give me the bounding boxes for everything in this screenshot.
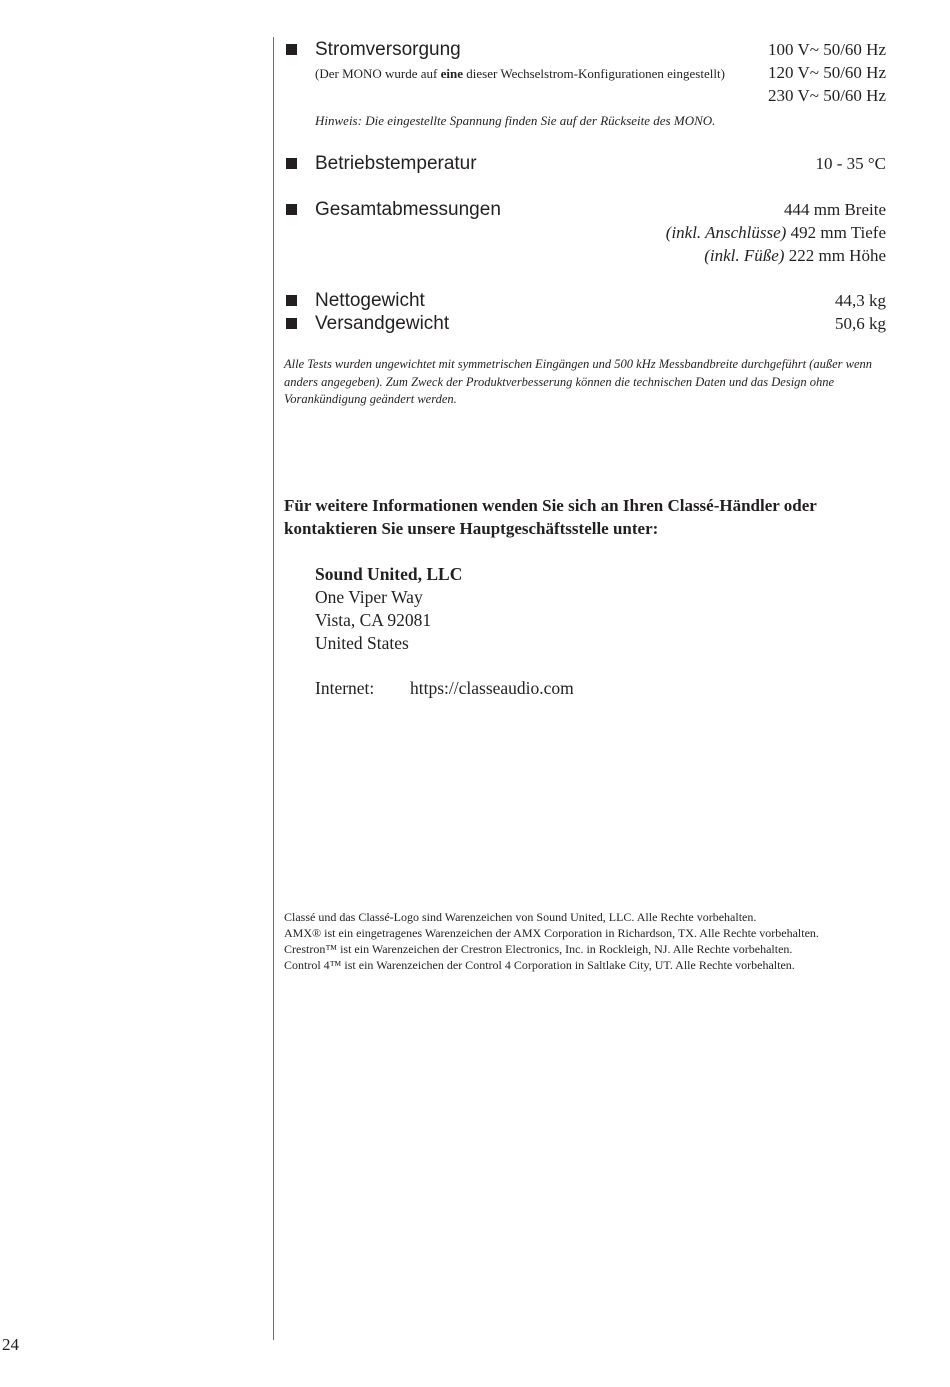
dimensions-title: Gesamtabmessungen — [315, 199, 501, 220]
internet-label: Internet: — [315, 678, 375, 698]
contact-street: One Viper Way — [315, 587, 423, 607]
contact-country: United States — [315, 633, 409, 653]
dimensions-width: 444 mm Breite — [784, 200, 886, 219]
temperature-title: Betriebstemperatur — [315, 153, 477, 174]
contact-city: Vista, CA 92081 — [315, 610, 432, 630]
power-hint: Hinweis: Die eingestellte Spannung finden Sie auf der Rückseite des MONO. — [315, 113, 716, 128]
power-note: (Der MONO wurde auf eine dieser Wechselstrom-Konfigurationen eingestellt) — [315, 66, 725, 81]
temperature-value: 10 - 35 °C — [815, 154, 886, 173]
legal-line: Control 4™ ist ein Warenzeichen der Control 4 Corporation in Saltlake City, UT. Alle Rechte vorbehalten. — [284, 958, 795, 972]
bullet-icon — [286, 204, 297, 215]
vertical-rule — [273, 37, 274, 1340]
bullet-icon — [286, 158, 297, 169]
page-number: 24 — [2, 1335, 19, 1354]
bullet-icon — [286, 318, 297, 329]
bullet-icon — [286, 295, 297, 306]
legal-line: Crestron™ ist ein Warenzeichen der Crestron Electronics, Inc. in Rockleigh, NJ. Alle Rechte vorbehalten. — [284, 942, 793, 956]
power-value-3: 230 V~ 50/60 Hz — [768, 86, 886, 105]
dimensions-depth: (inkl. Anschlüsse) 492 mm Tiefe — [665, 223, 886, 242]
power-value-2: 120 V~ 50/60 Hz — [768, 63, 886, 82]
dimensions-height: (inkl. Füße) 222 mm Höhe — [704, 246, 886, 265]
legal-line: AMX® ist ein eingetragenes Warenzeichen der AMX Corporation in Richardson, TX. Alle Rechte vorbehalten. — [284, 926, 819, 940]
legal-line: Classé und das Classé-Logo sind Warenzeichen von Sound United, LLC. Alle Rechte vorbehalten. — [284, 910, 757, 924]
internet-link[interactable]: https://classeaudio.com — [410, 678, 574, 698]
shipping-weight-title: Versandgewicht — [315, 313, 450, 334]
contact-company: Sound United, LLC — [315, 564, 463, 584]
power-value-1: 100 V~ 50/60 Hz — [768, 40, 886, 59]
bullet-icon — [286, 44, 297, 55]
net-weight-title: Nettogewicht — [315, 290, 425, 311]
net-weight-value: 44,3 kg — [835, 291, 886, 310]
test-note: Alle Tests wurden ungewichtet mit symmetrischen Eingängen und 500 kHz Messbandbreite durchgeführt (außer wenn anders angegeben). Zum Zweck der Produktverbesserung können die technischen Daten und das Design ohne Vorankündigung geändert werden. — [284, 357, 873, 406]
contact-heading: Für weitere Informationen wenden Sie sich an Ihren Classé-Händler oder kontaktieren Sie unsere Hauptgeschäftsstelle unter: — [284, 496, 817, 538]
power-title: Stromversorgung — [315, 39, 461, 60]
shipping-weight-value: 50,6 kg — [835, 314, 886, 333]
